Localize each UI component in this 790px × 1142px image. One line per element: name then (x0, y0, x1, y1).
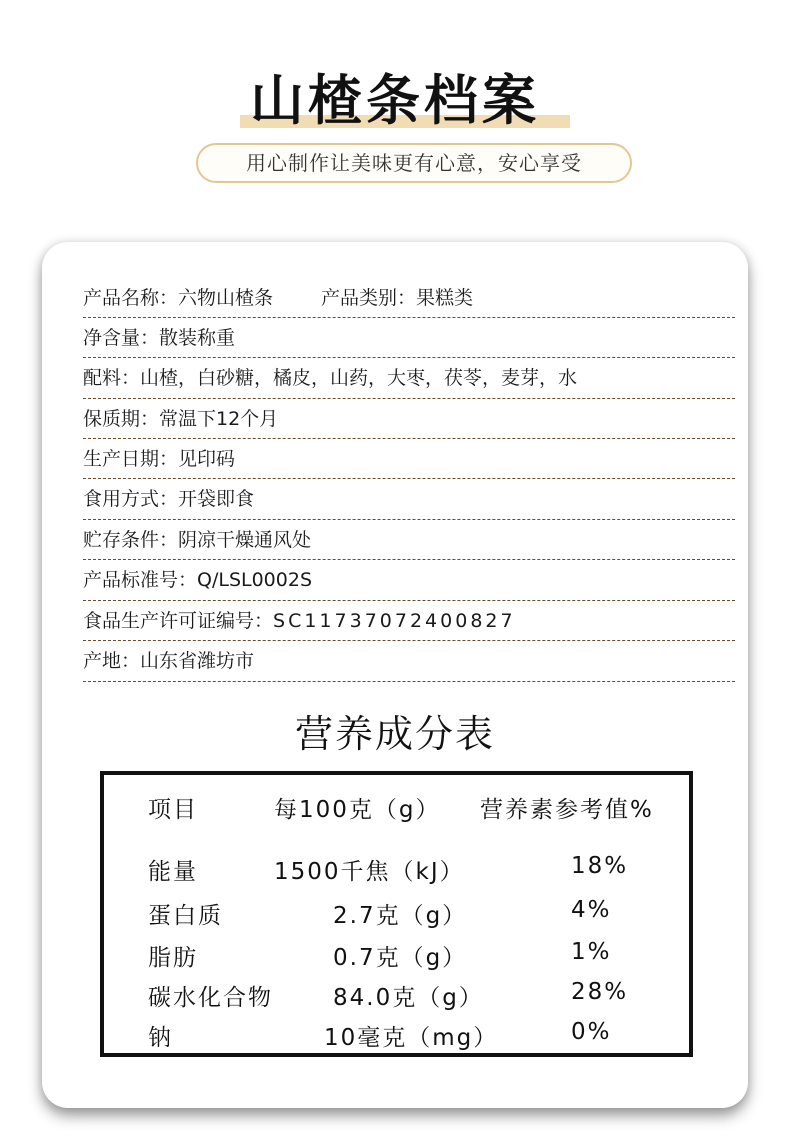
info-row-production-date (83, 439, 735, 479)
header-per-100g: 每100克（g） (274, 797, 441, 823)
info-row-standard (83, 560, 735, 601)
page-header (0, 58, 790, 135)
info-row-name-category (83, 278, 735, 318)
nutrient-nrv: 4% (571, 897, 612, 923)
nutrient-name: 蛋白质 (148, 903, 223, 929)
nutrition-table (100, 771, 693, 1057)
nutrient-amount: 2.7克（g） (333, 903, 468, 929)
usage-method: 食用方式：开袋即食 (83, 488, 255, 510)
production-date: 生产日期：见印码 (83, 448, 236, 470)
info-row-storage (83, 520, 735, 560)
nutrient-nrv: 18% (571, 853, 629, 879)
info-row-usage (83, 479, 735, 520)
nutrient-amount: 1500千焦（kJ） (274, 859, 465, 885)
nutrient-name: 能量 (148, 859, 198, 885)
storage-conditions: 贮存条件：阴凉干燥通风处 (83, 529, 312, 551)
info-row-license (83, 601, 735, 641)
nutrient-amount: 0.7克（g） (333, 945, 468, 971)
info-row-origin (83, 641, 735, 682)
nutrition-table-title: 营养成分表 (294, 712, 495, 756)
shelf-life: 保质期：常温下12个月 (83, 408, 279, 430)
subtitle-pill: 用心制作让美味更有心意，安心享受 (196, 143, 632, 183)
product-category: 产品类别：果糕类 (321, 287, 474, 309)
header-nrv: 营养素参考值% (480, 797, 654, 823)
product-standard: 产品标准号：Q/LSL0002S (83, 569, 313, 591)
net-content: 净含量：散装称重 (83, 327, 236, 349)
place-of-origin: 产地：山东省潍坊市 (83, 650, 255, 672)
nutrient-name: 钠 (148, 1025, 173, 1051)
nutrient-nrv: 28% (571, 979, 629, 1005)
nutrient-nrv: 1% (571, 939, 612, 965)
nutrient-amount: 10毫克（mg） (324, 1025, 499, 1051)
info-row-net-content (83, 318, 735, 358)
license-code: SC11737072400827 (273, 610, 516, 632)
nutrient-name: 脂肪 (148, 945, 198, 971)
product-info-list (83, 278, 735, 682)
nutrient-name: 碳水化合物 (148, 985, 273, 1011)
nutrient-amount: 84.0克（g） (333, 985, 484, 1011)
info-row-shelf-life (83, 399, 735, 439)
license-label: 食品生产许可证编号： (83, 610, 274, 632)
info-row-ingredients (83, 358, 735, 399)
header-item: 项目 (148, 797, 198, 823)
page-title: 山楂条档案 (250, 68, 540, 132)
product-name: 产品名称：六物山楂条 (83, 287, 274, 309)
ingredients: 配料：山楂，白砂糖，橘皮，山药，大枣，茯苓，麦芽，水 (83, 367, 578, 389)
nutrient-nrv: 0% (571, 1019, 612, 1045)
